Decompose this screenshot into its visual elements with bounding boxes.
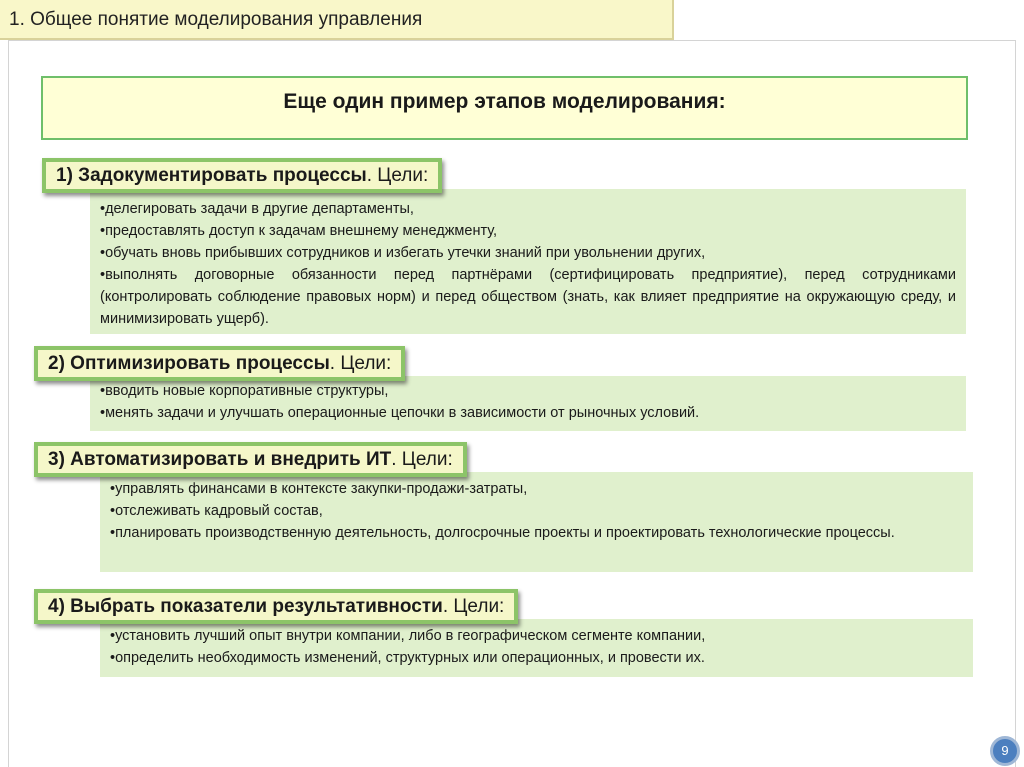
step-3-goal: •планировать производственную деятельность, долгосрочные проекты и проектировать технологические процессы. [110, 525, 895, 541]
step-1-header [42, 158, 442, 193]
step-1-title: 1) Задокументировать процессы [56, 165, 367, 186]
step-1-suffix: . Цели: [366, 165, 429, 186]
step-1-goal: •предоставлять доступ к задачам внешнему менеджменту, [100, 223, 498, 239]
step-2-goals [90, 376, 966, 431]
step-2-header [34, 346, 405, 381]
step-4-title: 4) Выбрать показатели результативности [48, 596, 443, 617]
step-3-header [34, 442, 467, 477]
step-4-goal: •определить необходимость изменений, структурных или операционных, и провести их. [110, 650, 705, 666]
step-3-suffix: . Цели: [391, 449, 453, 470]
step-3-goals [100, 472, 973, 572]
step-1-goals [90, 189, 966, 334]
step-3-title: 3) Автоматизировать и внедрить ИТ [48, 449, 392, 470]
slide-title: 1. Общее понятие моделирования управления [9, 9, 423, 30]
page-number-badge: 9 [990, 736, 1020, 766]
step-2-title: 2) Оптимизировать процессы [48, 353, 330, 374]
step-4-goal: •установить лучший опыт внутри компании, либо в географическом сегменте компании, [110, 628, 706, 644]
step-1-goal: •делегировать задачи в другие департаменты, [100, 201, 414, 217]
step-1-goal: •выполнять договорные обязанности перед партнёрами (сертифицировать предприятие), перед сотрудниками (контролировать соблюдение правовых норм) и перед обществом (знать, как влияет предприятие на окружающую среду, и минимизировать ущерб). [100, 267, 956, 327]
step-4-suffix: . Цели: [442, 596, 505, 617]
slide-title-bar [0, 0, 674, 40]
subtitle-box [41, 76, 968, 140]
step-3-goal: •управлять финансами в контексте закупки-продажи-затраты, [110, 481, 528, 497]
step-2-goal: •менять задачи и улучшать операционные цепочки в зависимости от рыночных условий. [100, 405, 700, 421]
step-4-goals [100, 619, 973, 677]
step-2-goal: •вводить новые корпоративные структуры, [100, 383, 389, 399]
step-4-header [34, 589, 518, 624]
subtitle: Еще один пример этапов моделирования: [283, 90, 726, 113]
step-1-goal: •обучать вновь прибывших сотрудников и избегать утечки знаний при увольнении других, [100, 245, 706, 261]
step-3-goal: •отслеживать кадровый состав, [110, 503, 323, 519]
step-2-suffix: . Цели: [329, 353, 392, 374]
